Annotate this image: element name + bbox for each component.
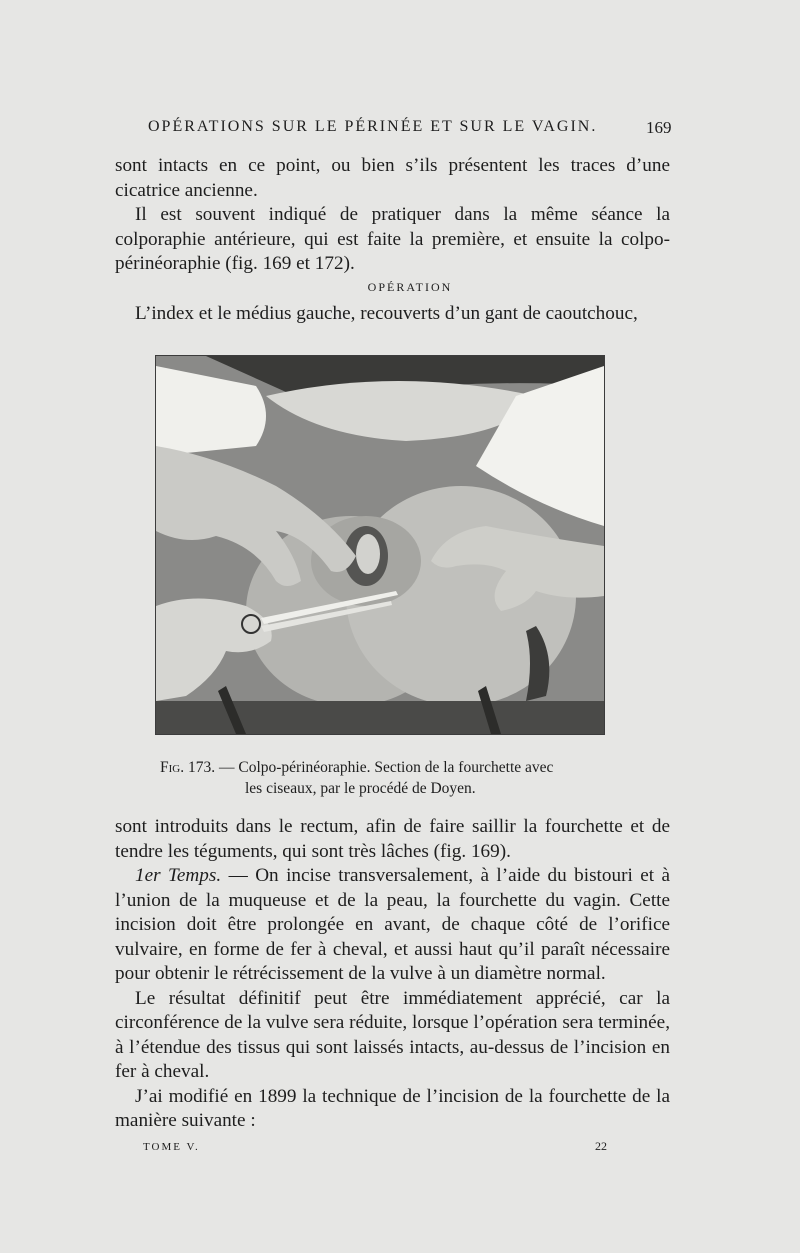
surgical-photograph bbox=[155, 355, 605, 735]
footer-signature: 22 bbox=[595, 1139, 607, 1153]
paragraph: Le résultat définitif peut être immédiatement apprécié, car la circonférence de la vulve sera réduite, lorsque l’opération sera terminée, à l’étendue des tissus qui sont laissés intacts, au-dessus de l’incision en fer à cheval. bbox=[115, 987, 670, 1082]
paragraph: J’ai modifié en 1899 la technique de l’incision de la fourchette de la manière suivante : bbox=[115, 1085, 670, 1131]
page-number: 169 bbox=[646, 118, 672, 137]
paragraph bbox=[115, 864, 670, 987]
section-heading: OPÉRATION bbox=[367, 280, 453, 294]
paragraph: L’index et le médius gauche, recouverts d’un gant de caoutchouc, bbox=[135, 303, 638, 324]
step-label: 1er Temps. bbox=[135, 865, 222, 886]
section-intro bbox=[115, 302, 670, 327]
running-title-text: OPÉRATIONS SUR LE PÉRINÉE ET SUR LE VAGIN. bbox=[148, 118, 598, 135]
body-text-bottom bbox=[115, 815, 670, 1134]
paragraph: sont introduits dans le rectum, afin de faire saillir la fourchette et de tendre les téguments, qui sont très lâches (fig. 169). bbox=[115, 816, 670, 862]
paragraph: Il est souvent indiqué de pratiquer dans la même séance la colporaphie antérieure, qui est faite la première, et ensuite la colpo-périnéoraphie (fig. 169 et 172). bbox=[115, 204, 670, 274]
running-title bbox=[148, 118, 668, 136]
caption-line-2: les ciseaux, par le procédé de Doyen. bbox=[245, 780, 476, 797]
photograph-illustration bbox=[156, 356, 604, 734]
body-text-top bbox=[115, 154, 670, 277]
caption-line-1: — Colpo-périnéoraphie. Section de la fourchette avec bbox=[218, 759, 554, 776]
figure-caption bbox=[160, 757, 620, 799]
figure-label: Fig. 173. bbox=[160, 759, 216, 776]
paragraph: sont intacts en ce point, ou bien s’ils présentent les traces d’une cicatrice ancienne. bbox=[115, 155, 670, 201]
step-text: — On incise transversalement, à l’aide du bistouri et à l’union de la muqueuse et de la peau, la fourchette du vagin. Cette incision doit être prolongée en avant, de chaque côté de l’orifice vulvaire, en forme de fer à cheval, et aussi haut qu’il paraît nécessaire pour obtenir le rétrécissement de la vulve à un diamètre normal. bbox=[115, 865, 671, 984]
footer-volume: TOME V. bbox=[143, 1141, 200, 1153]
